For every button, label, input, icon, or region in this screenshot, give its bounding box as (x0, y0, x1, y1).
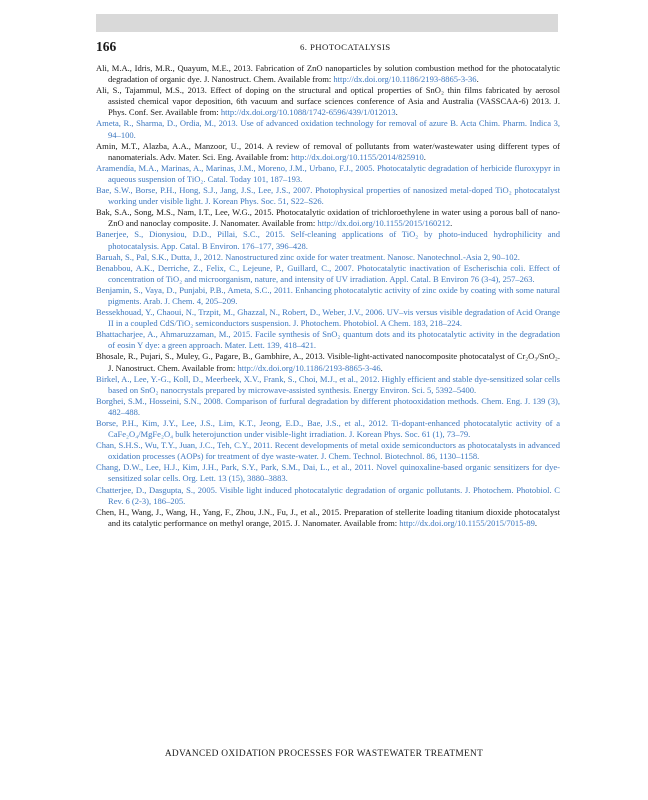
page-header (96, 38, 558, 56)
reference-entry (96, 141, 560, 163)
reference-text: Chen, H., Wang, J., Wang, H., Yang, F., Zhou, J.N., Fu, J., et al., 2015. Preparation of stellerite loading titanium dioxide photocatalyst and its catalytic performance on methyl orange, 2015. J. Nanomater. Available from: (96, 506, 560, 528)
reference-entry[interactable] (96, 329, 560, 351)
doi-link[interactable]: http://dx.doi.org/10.1155/2014/825910 (291, 151, 424, 162)
reference-text: Bessekhouad, Y., Chaoui, N., Trzpit, M., Ghazzal, N., Robert, D., Weber, J.V., 2006. UV–vis versus visible degradation of Acid Orange II in a coupled CdS/TiO₂ semiconductors suspension. J. Photochem. Photobiol. A Chem. 183, 218–224. (96, 307, 560, 329)
header-bar (96, 14, 558, 32)
reference-text: Banerjee, S., Dionysiou, D.D., Pillai, S.C., 2015. Self-cleaning applications of TiO₂ by photo-induced hydrophilicity and photocatalysis. App. Catal. B Environ. 176–177, 396–428. (96, 229, 560, 251)
doi-link[interactable]: http://dx.doi.org/10.1155/2015/7015-89 (399, 517, 535, 528)
doi-link[interactable]: http://dx.doi.org/10.1186/2193-8865-3-46 (237, 362, 381, 373)
reference-entry (96, 507, 560, 529)
reference-end: . (380, 362, 383, 373)
reference-text: Borse, P.H., Kim, J.Y., Lee, J.S., Lim, K.T., Jeong, E.D., Bae, J.S., et al., 2012. Ti-dopant-enhanced photocatalytic activity of a CaFe₂O₄/MgFe₂O₄ bulk heterojunction under visible-light irradiation. J. Korean Phys. Soc. 61 (1), 73–79. (96, 418, 560, 440)
reference-text: Borghei, S.M., Hosseini, S.N., 2008. Comparison of furfural degradation by different photooxidation methods. Chem. Eng. J. 139 (3), 482–488. (96, 395, 560, 417)
reference-entry[interactable] (96, 118, 560, 140)
reference-text: Chatterjee, D., Dasgupta, S., 2005. Visible light induced photocatalytic degradation of organic pollutants. J. Photochem. Photobiol. C Rev. 6 (2-3), 186–205. (96, 484, 560, 506)
reference-text: Ameta, R., Sharma, D., Ordia, M., 2013. Use of advanced oxidation technology for removal of azure B. Acta Chim. Pharm. Indica 3, 94–100. (96, 118, 560, 140)
reference-entry[interactable] (96, 396, 560, 418)
reference-entry[interactable] (96, 285, 560, 307)
reference-text: Bhattacharjee, A., Ahmaruzzaman, M., 2015. Facile synthesis of SnO₂ quantum dots and its photocatalytic activity in the degradation of eosin Y dye: a green approach. Mater. Lett. 139, 418–421. (96, 329, 560, 351)
reference-entry (96, 85, 560, 118)
reference-entry[interactable] (96, 307, 560, 329)
reference-entry[interactable] (96, 418, 560, 440)
reference-entry[interactable] (96, 229, 560, 251)
doi-link[interactable]: http://dx.doi.org/10.1088/1742-6596/439/1/012013 (220, 107, 396, 118)
reference-end: . (423, 151, 426, 162)
reference-text: Ali, M.A., Idris, M.R., Quayum, M.E., 2013. Fabrication of ZnO nanoparticles by solution combustion method for the photocatalytic degradation of organic dye. J. Nanostruct. Chem. Available from: (96, 63, 560, 85)
reference-text: Amin, M.T., Alazba, A.A., Manzoor, U., 2014. A review of removal of pollutants from water/wastewater using different types of nanomaterials. Adv. Mater. Sci. Eng. Available from: (96, 140, 560, 162)
reference-end: . (450, 218, 453, 229)
reference-text: Baruah, S., Pal, S.K., Dutta, J., 2012. Nanostructured zinc oxide for water treatment. Nanosc. Nanotechnol.-Asia 2, 90–102. (96, 251, 520, 262)
reference-end: . (534, 517, 538, 528)
reference-text: Birkel, A., Lee, Y.-G., Koll, D., Meerbeek, X.V., Frank, S., Choi, M.J., et al., 2012. Highly efficient and stable dye-sensitized solar cells based on SnO₂ nanocrystals prepared by microwave-assisted synthesis. Energy Environ. Sci. 5, 5392–5400. (96, 373, 560, 395)
reference-text: Aramendía, M.A., Marinas, A., Marinas, J.M., Moreno, J.M., Urbano, F.J., 2005. Photocatalytic degradation of herbicide fluroxypyr in aqueous suspension of TiO₂. Catal. Today 101, 187–193. (96, 162, 560, 184)
reference-text: Bae, S.W., Borse, P.H., Hong, S.J., Jang, J.S., Lee, J.S., 2007. Photophysical properties of nanosized metal-doped TiO₂ photocatalyst working under visible light. J. Korean Phys. Soc. 51, S22–S26. (96, 185, 560, 207)
reference-list (96, 63, 560, 529)
reference-entry[interactable] (96, 440, 560, 462)
reference-text: Bhosale, R., Pujari, S., Muley, G., Pagare, B., Gambhire, A., 2013. Visible-light-activated nanocomposite photocatalyst of Cr₂O₃/SnO₂. J. Nanostruct. Chem. Available from: (96, 351, 560, 373)
page-number: 166 (96, 39, 117, 54)
reference-entry[interactable] (96, 263, 560, 285)
reference-entry (96, 63, 560, 85)
reference-text: Chang, D.W., Lee, H.J., Kim, J.H., Park, S.Y., Park, S.M., Dai, L., et al., 2011. Novel quinoxaline-based organic sensitizers for dye-sensitized solar cells. Org. Lett. 13 (15), 3880–3883. (96, 462, 560, 484)
reference-text: Ali, S., Tajammul, M.S., 2013. Effect of doping on the structural and optical properties of SnO₂ thin films fabricated by aerosol assisted chemical vapor deposition, 6th vacuum and surface sciences conference of Asia and Australia (VASSCAA-6) 2013. J. Phys. Conf. Ser. Available from: (96, 85, 560, 118)
reference-entry[interactable] (96, 462, 560, 484)
reference-text: Chan, S.H.S., Wu, T.Y., Juan, J.C., Teh, C.Y., 2011. Recent developments of metal oxide semiconductors as photocatalysts in advanced oxidation processes (AOPs) for treatment of dye waste-water. J. Chem. Technol. Biotechnol. 86, 1130–1158. (96, 440, 560, 462)
reference-entry[interactable] (96, 252, 560, 263)
reference-entry (96, 207, 560, 229)
reference-entry (96, 351, 560, 373)
reference-text: Benabbou, A.K., Derriche, Z., Felix, C., Lejeune, P., Guillard, C., 2007. Photocatalytic inactivation of Escherischia coli. Effect of concentration of TiO₂ and microorganism, nature, and intensity of UV irradiation. Appl. Catal. B Environ 76 (3-4), 257–263. (96, 262, 560, 284)
reference-entry[interactable] (96, 374, 560, 396)
reference-end: . (395, 107, 398, 118)
running-head: 6. PHOTOCATALYSIS (300, 42, 391, 52)
page-footer: ADVANCED OXIDATION PROCESSES FOR WASTEWATER TREATMENT (164, 749, 484, 759)
doi-link[interactable]: http://dx.doi.org/10.1186/2193-8865-3-36 (333, 74, 477, 85)
reference-end: . (476, 74, 479, 85)
reference-text: Benjamin, S., Vaya, D., Punjabi, P.B., Ameta, S.C., 2011. Enhancing photocatalytic activity of zinc oxide by coating with some natural pigments. Arab. J. Chem. 4, 205–209. (96, 284, 560, 306)
doi-link[interactable]: http://dx.doi.org/10.1155/2015/160212 (317, 218, 451, 229)
reference-entry[interactable] (96, 185, 560, 207)
reference-entry[interactable] (96, 485, 560, 507)
reference-entry[interactable] (96, 163, 560, 185)
reference-text: Bak, S.A., Song, M.S., Nam, I.T., Lee, W.G., 2015. Photocatalytic oxidation of trichloroethylene in water using a porous ball of nano-ZnO and nanoclay composite. J. Nanomater. Available from: (96, 207, 560, 229)
